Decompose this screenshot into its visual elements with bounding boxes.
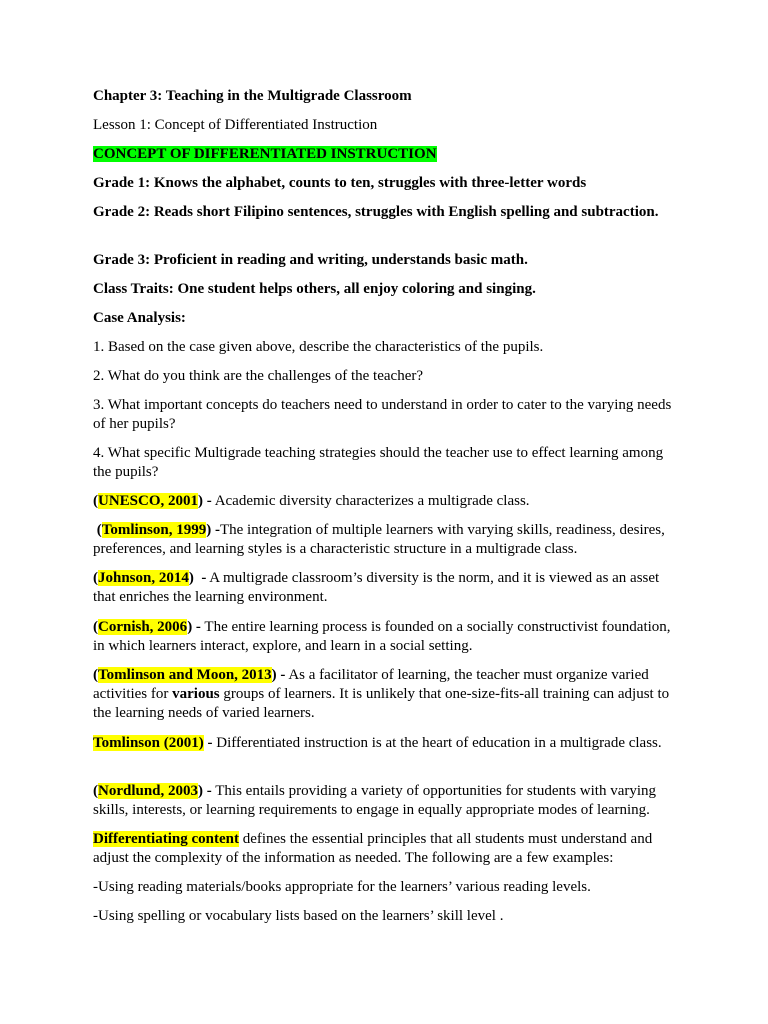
citation-open: ( <box>93 619 98 635</box>
emphasis-word: various <box>172 686 220 702</box>
grade-3-line: Grade 3: Proficient in reading and writing, understands basic math. <box>93 252 528 268</box>
citation-open: ( <box>93 522 102 538</box>
citation-open: ( <box>93 783 98 799</box>
citation-text: As a facilitator of learning, the teacher must organize varied activities for <box>93 667 649 702</box>
citation-source: Tomlinson (2001) <box>93 735 204 751</box>
citation-open: ( <box>93 667 98 683</box>
citation-close: ) - <box>206 522 220 538</box>
citation-close: ) - <box>198 493 212 509</box>
citation-text: The entire learning process is founded on a socially constructivist foundation, in which learners interact, explore, and learn in a social setting. <box>93 619 671 654</box>
grade-2-line: Grade 2: Reads short Filipino sentences, struggles with English spelling and subtraction. <box>93 204 659 220</box>
citation-source: Tomlinson, 1999 <box>101 522 207 538</box>
citation-close: - <box>203 735 213 751</box>
citation-tomlinson-2001 <box>93 734 683 753</box>
citation-source: Cornish, 2006 <box>98 619 188 635</box>
citation-tomlinson-moon <box>93 666 683 723</box>
differentiating-content-paragraph <box>93 830 683 868</box>
citation-tomlinson-1999 <box>93 521 683 559</box>
citation-open: ( <box>93 493 98 509</box>
case-analysis-heading: Case Analysis: <box>93 310 186 326</box>
lesson-title: Lesson 1: Concept of Differentiated Instruction <box>93 117 378 133</box>
citation-text: A multigrade classroom’s diversity is the norm, and it is viewed as an asset that enriches the learning environment. <box>93 570 660 605</box>
grade-1-line: Grade 1: Knows the alphabet, counts to ten, struggles with three-letter words <box>93 175 587 191</box>
citation-close: ) - <box>187 619 201 635</box>
differentiating-term: Differentiating content <box>93 831 239 847</box>
citation-text: groups of learners. It is unlikely that one-size-fits-all training can adjust to the learning needs of varied learners. <box>93 686 670 721</box>
question-3: 3. What important concepts do teachers need to understand in order to cater to the varying needs of her pupils? <box>93 397 672 432</box>
citation-source: Tomlinson and Moon, 2013 <box>98 667 272 683</box>
citation-cornish <box>93 618 683 656</box>
citation-close: ) - <box>198 783 212 799</box>
question-1: 1. Based on the case given above, describe the characteristics of the pupils. <box>93 339 544 355</box>
citation-text: The integration of multiple learners with varying skills, readiness, desires, preferences, and learning styles is a characteristic structure in a multigrade class. <box>93 522 665 557</box>
section-heading <box>93 145 683 164</box>
citation-open: ( <box>93 570 98 586</box>
citation-close: ) - <box>188 570 207 586</box>
question-4: 4. What specific Multigrade teaching strategies should the teacher use to effect learning among the pupils? <box>93 445 664 480</box>
citation-johnson <box>93 569 683 607</box>
citation-source: UNESCO, 2001 <box>98 493 199 509</box>
citation-close: ) - <box>271 667 286 683</box>
example-2: -Using spelling or vocabulary lists based on the learners’ skill level . <box>93 908 504 924</box>
question-2: 2. What do you think are the challenges of the teacher? <box>93 368 424 384</box>
class-traits-line: Class Traits: One student helps others, all enjoy coloring and singing. <box>93 281 536 297</box>
citation-source: Johnson, 2014 <box>98 570 189 586</box>
example-1: -Using reading materials/books appropriate for the learners’ various reading levels. <box>93 879 591 895</box>
citation-text: Differentiated instruction is at the heart of education in a multigrade class. <box>212 735 662 751</box>
citation-text: Academic diversity characterizes a multigrade class. <box>211 493 530 509</box>
citation-text: This entails providing a variety of opportunities for students with varying skills, interests, or learning requirements to engage in equally appropriate modes of learning. <box>93 783 657 818</box>
citation-source: Nordlund, 2003 <box>98 783 199 799</box>
citation-nordlund <box>93 782 683 820</box>
citation-unesco <box>93 492 683 511</box>
green-highlight: CONCEPT OF DIFFERENTIATED INSTRUCTION <box>93 146 437 162</box>
chapter-title: Chapter 3: Teaching in the Multigrade Classroom <box>93 88 412 104</box>
differentiating-text: defines the essential principles that all students must understand and adjust the complexity of the information as needed. The following are a few examples: <box>93 831 653 866</box>
